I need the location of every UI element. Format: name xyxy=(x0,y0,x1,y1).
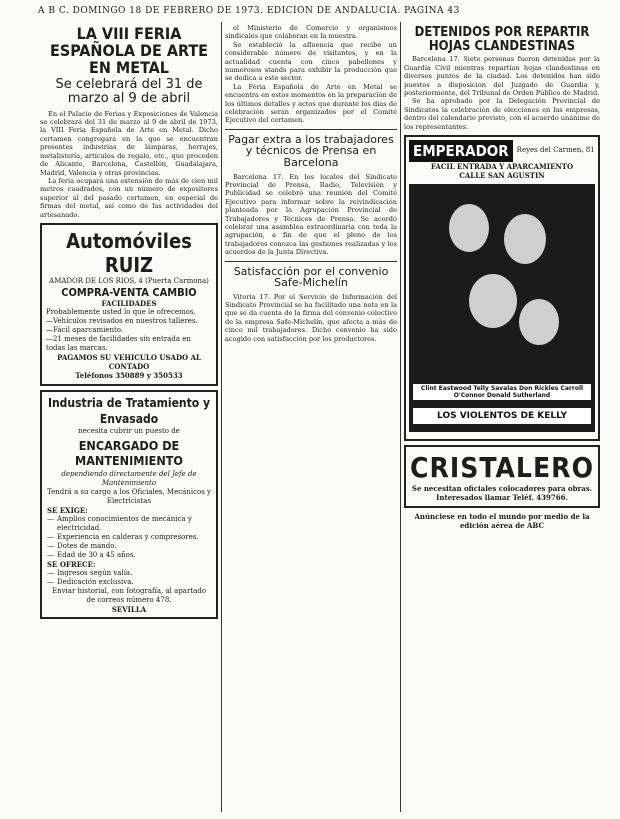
poster-figure xyxy=(449,204,489,252)
article-paragraph: La feria ocupará una extensión de más de cien mil metros cuadrados, con un número de expositores superior al del pasado certamen, en especial de firmas del metal, así como de las actividades del artesanado. xyxy=(40,176,218,219)
article-title: LA VIII FERIA ESPAÑOLA DE ARTE EN METAL xyxy=(50,24,208,77)
poster-figure xyxy=(519,299,559,345)
poster-figure xyxy=(469,274,517,328)
ad-requirement: — Dotes de mando. xyxy=(47,542,211,551)
film-title: LOS VIOLENTOS DE KELLY xyxy=(413,408,591,424)
ad-req-label: SE EXIGE: xyxy=(47,505,88,515)
page-header: A B C. DOMINGO 18 DE FEBRERO DE 1973. EDICION DE ANDALUCIA. PAGINA 43 xyxy=(38,6,460,16)
ad-title: CRISTALERO xyxy=(410,450,594,484)
ad-mantenimiento xyxy=(40,390,218,619)
article-paragraph: Se ha aprobado por la Delegación Provincial de Sindicatos la celebración de elecciones en las empresas, dentro del calendario previsto, con el acuerdo unánime de los representantes. xyxy=(404,97,600,131)
ad-text: Se necesitan oficiales colocadores para obras. xyxy=(411,483,593,493)
ad-facilities: FACILIDADES xyxy=(101,298,157,308)
ad-offer: — Dedicación exclusiva. xyxy=(47,578,211,587)
ad-cinema-emperador xyxy=(404,135,600,441)
ad-need: necesita cubrir un puesto de xyxy=(78,426,180,435)
ad-line: —Fácil aparcamiento. xyxy=(46,325,124,334)
ad-cristalero xyxy=(404,445,600,508)
column-rule xyxy=(221,22,222,812)
cinema-street: CALLE SAN AGUSTIN xyxy=(459,170,545,180)
ad-charge: Tendrá a su cargo a los Oficiales, Mecánicos y Electricistas xyxy=(47,487,211,505)
film-cast: Clint Eastwood Telly Savalas Don Rickles Carroll O'Connor Donald Sutherland xyxy=(413,384,591,400)
ad-requirement: — Edad de 30 a 45 años. xyxy=(47,551,211,560)
ad-headline: ENCARGADO DE MANTENIMIENTO xyxy=(75,437,183,468)
article-title: DETENIDOS POR REPARTIR HOJAS CLANDESTINAS xyxy=(414,25,590,54)
ad-title: Automóviles RUIZ xyxy=(66,228,192,277)
ad-offer-label: SE OFRECE: xyxy=(47,559,96,569)
ad-requirement: — Experiencia en calderas y compresores. xyxy=(47,533,211,542)
ad-offer: — Ingresos según valía. xyxy=(47,569,211,578)
article-paragraph: Vitoria 17. Por el Servicio de Información del Sindicato Provincial se ha facilitado una nota en la que se da cuenta de la firma del convenio colectivo de la empresa Safe-Michelín, que afecta a más de cinco mil trabajadores. Dicho convenio ha sido acogido con satisfacción por los productores. xyxy=(225,292,397,343)
film-poster xyxy=(409,184,595,432)
article-paragraph: La Feria Española de Arte en Metal se encuentra en estos momentos en la preparación de los últimos detalles y actos que durante los días de celebración serán organizados por el Comité Ejecutivo del certamen. xyxy=(225,82,397,125)
poster-figure xyxy=(504,214,546,264)
divider xyxy=(225,261,397,262)
ad-contact: Interesados llamar Teléf. 439766. xyxy=(436,492,568,502)
ad-pay: PAGAMOS SU VEHICULO USADO AL CONTADO xyxy=(57,352,201,371)
article-paragraph: el Ministerio de Comercio y organismos sindicales que colaboran en la muestra. xyxy=(225,24,397,41)
article-title: Satisfacción por el convenio Safe-Michelín xyxy=(233,264,389,290)
article-title: Pagar extra a los trabajadores y técnicos de Prensa en Barcelona xyxy=(228,132,394,169)
ad-depend: dependiendo directamente del Jefe de Mantenimiento xyxy=(61,469,197,487)
cinema-name: EMPERADOR xyxy=(409,140,513,162)
ad-line: —Vehículos revisados en nuestros talleres. xyxy=(46,316,198,325)
ad-headline: COMPRA-VENTA CAMBIO xyxy=(61,285,197,299)
ad-requirement: — Amplios conocimientos de mecánica y electricidad. xyxy=(47,515,211,533)
column-left xyxy=(40,24,218,623)
column-middle xyxy=(225,24,397,343)
article-subtitle: Se celebrará del 31 de marzo al 9 de abril xyxy=(55,77,203,107)
ad-line: Probablemente usted lo que le ofrecemos. xyxy=(46,307,196,316)
ad-automoviles-ruiz xyxy=(40,223,218,386)
article-paragraph: Barcelona 17. Siete personas fueron detenidas por la Guardia Civil mientras repartían hojas clandestinas en diversos puntos de la ciudad. Los detenidos han sido puestos a disposición del Juzgado de Guardia y, posteriormente, del Tribunal de Orden Público de Madrid. xyxy=(404,55,600,97)
ad-address: AMADOR DE LOS RIOS, 4 (Puerta Carmona) xyxy=(49,276,209,285)
article-paragraph: Barcelona 17. En los locales del Sindicato Provincial de Prensa, Radio, Televisión y Publicidad se celebró una reunión del Comité Ejecutivo para informar sobre la reivindicación planteada por la Agrupación Provincial de Trabajadores y Técnicos de Prensa. Se acordó celebrar una asamblea extraordinaria con toda la agrupación, a fin de que el pleno de los trabajadores conozca las gestiones realizadas y los acuerdos de la Junta Directiva. xyxy=(225,172,397,257)
abc-air-edition-ad: Anúnciese en todo el mundo por medio de la edición aérea de ABC xyxy=(414,511,590,530)
ad-phones: Teléfonos 350889 y 350533 xyxy=(75,370,183,380)
cinema-parking: FACIL ENTRADA Y APARCAMIENTO xyxy=(430,161,574,171)
article-paragraph: En el Palacio de Ferias y Exposiciones de Valencia se celebrará del 31 de marzo al 9 de abril de 1973, la VIII Feria Española de Arte en Metal. Dicho certamen congregará en la que se encuentran presentes industrias de lámparas, herrajes, metalistería, artículos de regalo, etc., que proceden de Alicante, Barcelona, Castellón, Guadalajara, Madrid, Valencia y otras provincias. xyxy=(40,109,218,177)
article-paragraph: Se estableció la afluencia que recibe un considerable número de visitantes, y en la actualidad cuenta con cinco pabellones y numerosos stands para exhibir la producción que se dedica a este sector. xyxy=(225,40,397,83)
divider xyxy=(225,129,397,130)
ad-title: Industria de Tratamiento y Envasado xyxy=(47,395,210,426)
cinema-address: Reyes del Carmen, 81 xyxy=(516,146,595,155)
column-rule xyxy=(400,22,401,812)
ad-line: —21 meses de facilidades sin entrada en todas las marcas. xyxy=(46,334,191,352)
ad-city: SEVILLA xyxy=(111,604,147,614)
column-right xyxy=(404,24,600,530)
ad-send: Enviar historial, con fotografía, al apartado de correos número 478. xyxy=(51,586,207,604)
